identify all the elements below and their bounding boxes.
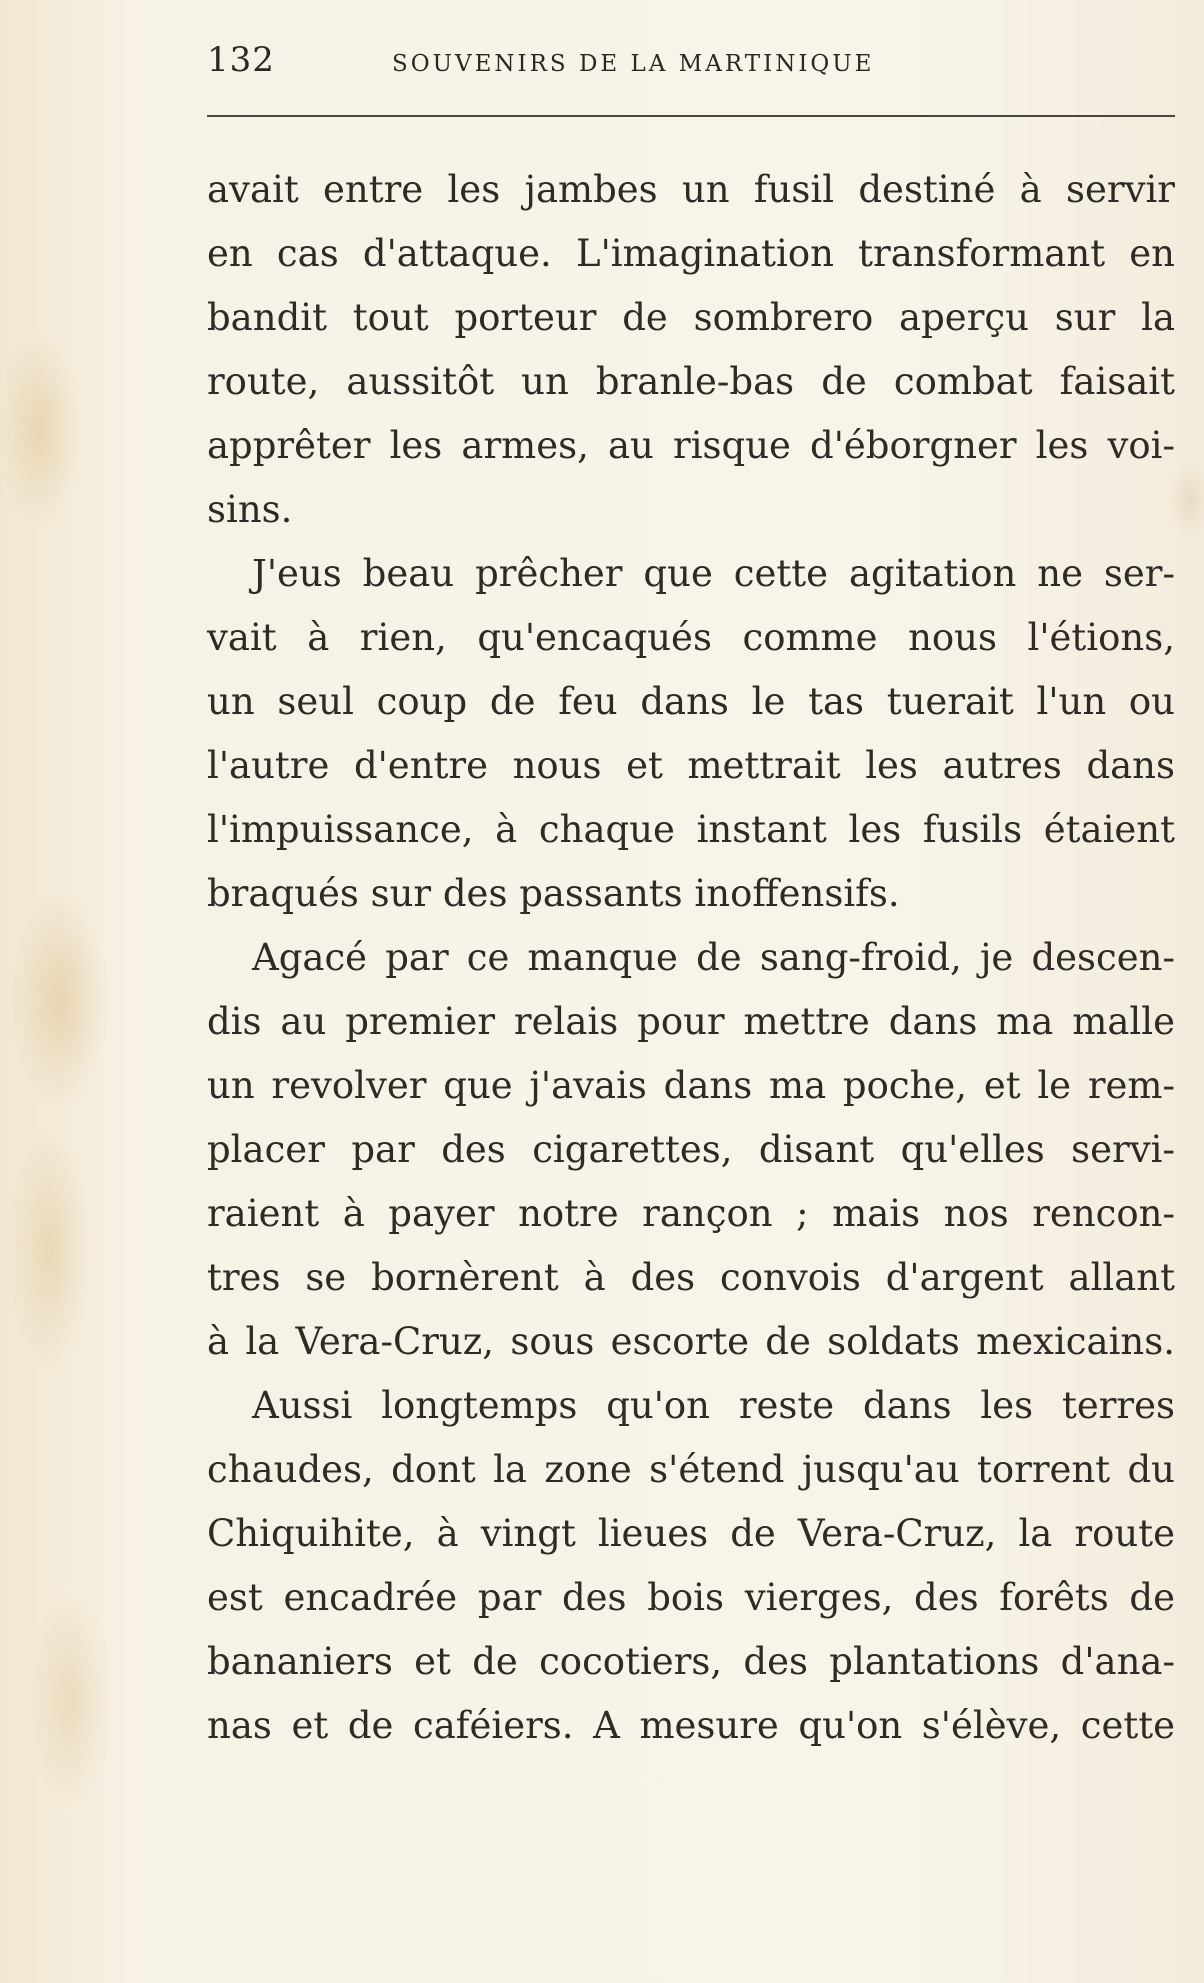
text-line: tres se bornèrent à des convois d'argent allant: [207, 1256, 1175, 1299]
text-line: vait à rien, qu'encaqués comme nous l'étions,: [207, 616, 1175, 659]
text-line: nas et de caféiers. A mesure qu'on s'élève, cette: [207, 1704, 1175, 1747]
text-line: un seul coup de feu dans le tas tuerait l'un ou: [207, 680, 1175, 723]
text-line: dis au premier relais pour mettre dans ma malle: [207, 1000, 1175, 1043]
page-number: 132: [207, 40, 275, 80]
text-line: Agacé par ce manque de sang-froid, je descen-: [252, 936, 1175, 979]
text-line: l'autre d'entre nous et mettrait les autres dans: [207, 744, 1175, 787]
text-line: avait entre les jambes un fusil destiné à servir: [207, 168, 1175, 211]
page-header: [207, 40, 1175, 80]
text-line: apprêter les armes, au risque d'éborgner les voi-: [207, 424, 1175, 467]
text-line: un revolver que j'avais dans ma poche, et le rem-: [207, 1064, 1175, 1107]
text-line: Aussi longtemps qu'on reste dans les terres: [252, 1384, 1175, 1427]
text-line: en cas d'attaque. L'imagination transformant en: [207, 232, 1175, 275]
text-line: route, aussitôt un branle-bas de combat faisait: [207, 360, 1175, 403]
text-line: J'eus beau prêcher que cette agitation ne ser-: [252, 552, 1175, 595]
text-line: à la Vera-Cruz, sous escorte de soldats mexicains.: [207, 1320, 1175, 1363]
body-text: [207, 158, 1175, 1758]
text-line: raient à payer notre rançon ; mais nos rencon-: [207, 1192, 1175, 1235]
text-line: l'impuissance, à chaque instant les fusils étaient: [207, 808, 1175, 851]
text-line: sins.: [207, 488, 293, 531]
text-line: est encadrée par des bois vierges, des forêts de: [207, 1576, 1175, 1619]
text-line: chaudes, dont la zone s'étend jusqu'au torrent du: [207, 1448, 1175, 1491]
text-line: braqués sur des passants inoffensifs.: [207, 872, 900, 915]
running-title: SOUVENIRS DE LA MARTINIQUE: [392, 51, 875, 77]
text-line: placer par des cigarettes, disant qu'elles servi-: [207, 1128, 1175, 1171]
text-line: Chiquihite, à vingt lieues de Vera-Cruz, la route: [207, 1512, 1175, 1555]
text-line: bandit tout porteur de sombrero aperçu sur la: [207, 296, 1175, 339]
text-line: bananiers et de cocotiers, des plantations d'ana-: [207, 1640, 1175, 1683]
header-rule: [207, 115, 1175, 117]
